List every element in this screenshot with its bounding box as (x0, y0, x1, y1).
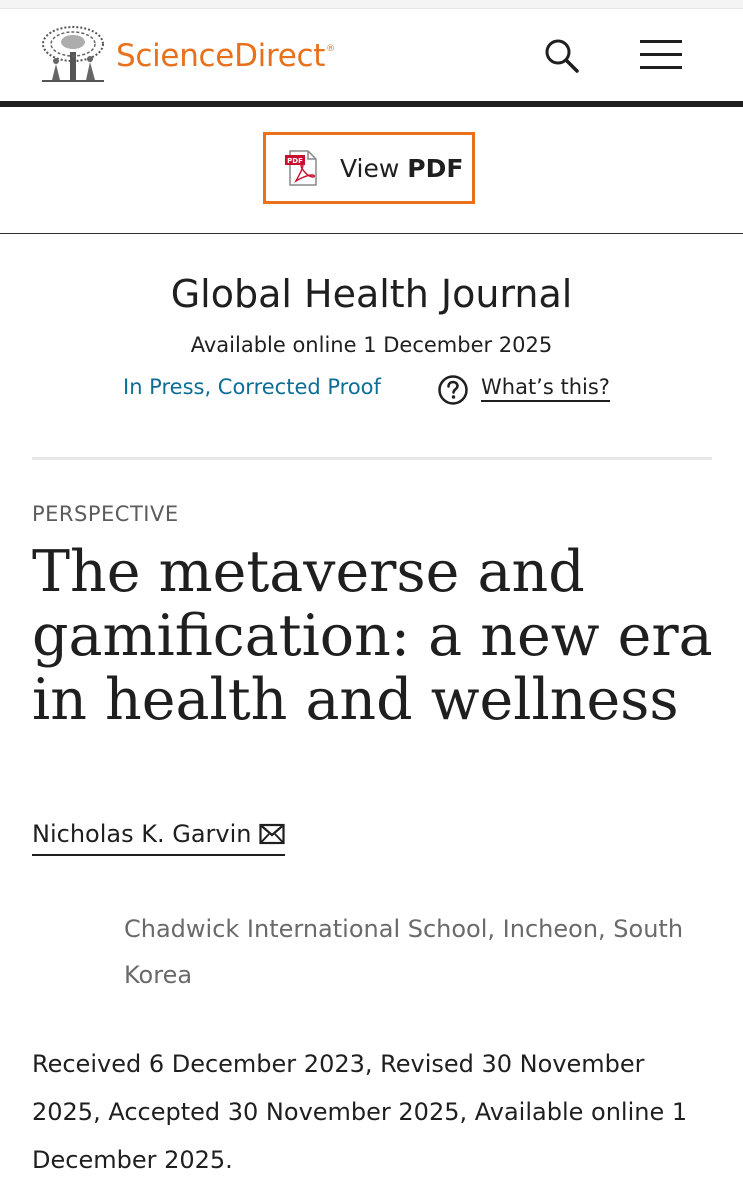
brand-name: ScienceDirect® (116, 38, 335, 74)
view-pdf-button[interactable] (263, 132, 475, 204)
view-pdf-label: View PDF (340, 153, 464, 183)
elsevier-tree-logo-icon (38, 24, 108, 88)
pdf-file-icon (284, 149, 320, 187)
top-strip (0, 0, 743, 9)
site-header (0, 9, 743, 101)
section-divider (32, 457, 712, 460)
whats-this-link[interactable]: What’s this? (481, 375, 610, 402)
author-link[interactable] (32, 820, 285, 856)
hamburger-menu-icon[interactable] (640, 37, 684, 73)
search-icon[interactable] (543, 37, 581, 75)
article-type-label: PERSPECTIVE (32, 502, 179, 526)
envelope-icon[interactable] (259, 823, 285, 845)
journal-title[interactable]: Global Health Journal (170, 272, 573, 316)
in-press-link[interactable]: In Press, Corrected Proof (123, 375, 381, 399)
pdf-toolbar (0, 107, 743, 234)
svg-text:PDF: PDF (287, 157, 303, 165)
article-title: The metaverse and gamification: a new era in health and wellness (32, 539, 713, 733)
availability-date: Available online 1 December 2025 (190, 333, 553, 357)
author-name: Nicholas K. Garvin (32, 820, 252, 848)
article-status-row (0, 373, 743, 407)
author-affiliation: Chadwick International School, Incheon, South Korea (124, 915, 684, 989)
question-circle-icon[interactable] (437, 374, 469, 406)
article-history: Received 6 December 2023, Revised 30 November 2025, Accepted 30 November 2025, Available online 1 December 2025. (32, 1050, 688, 1174)
sciencedirect-logo[interactable] (38, 24, 335, 88)
